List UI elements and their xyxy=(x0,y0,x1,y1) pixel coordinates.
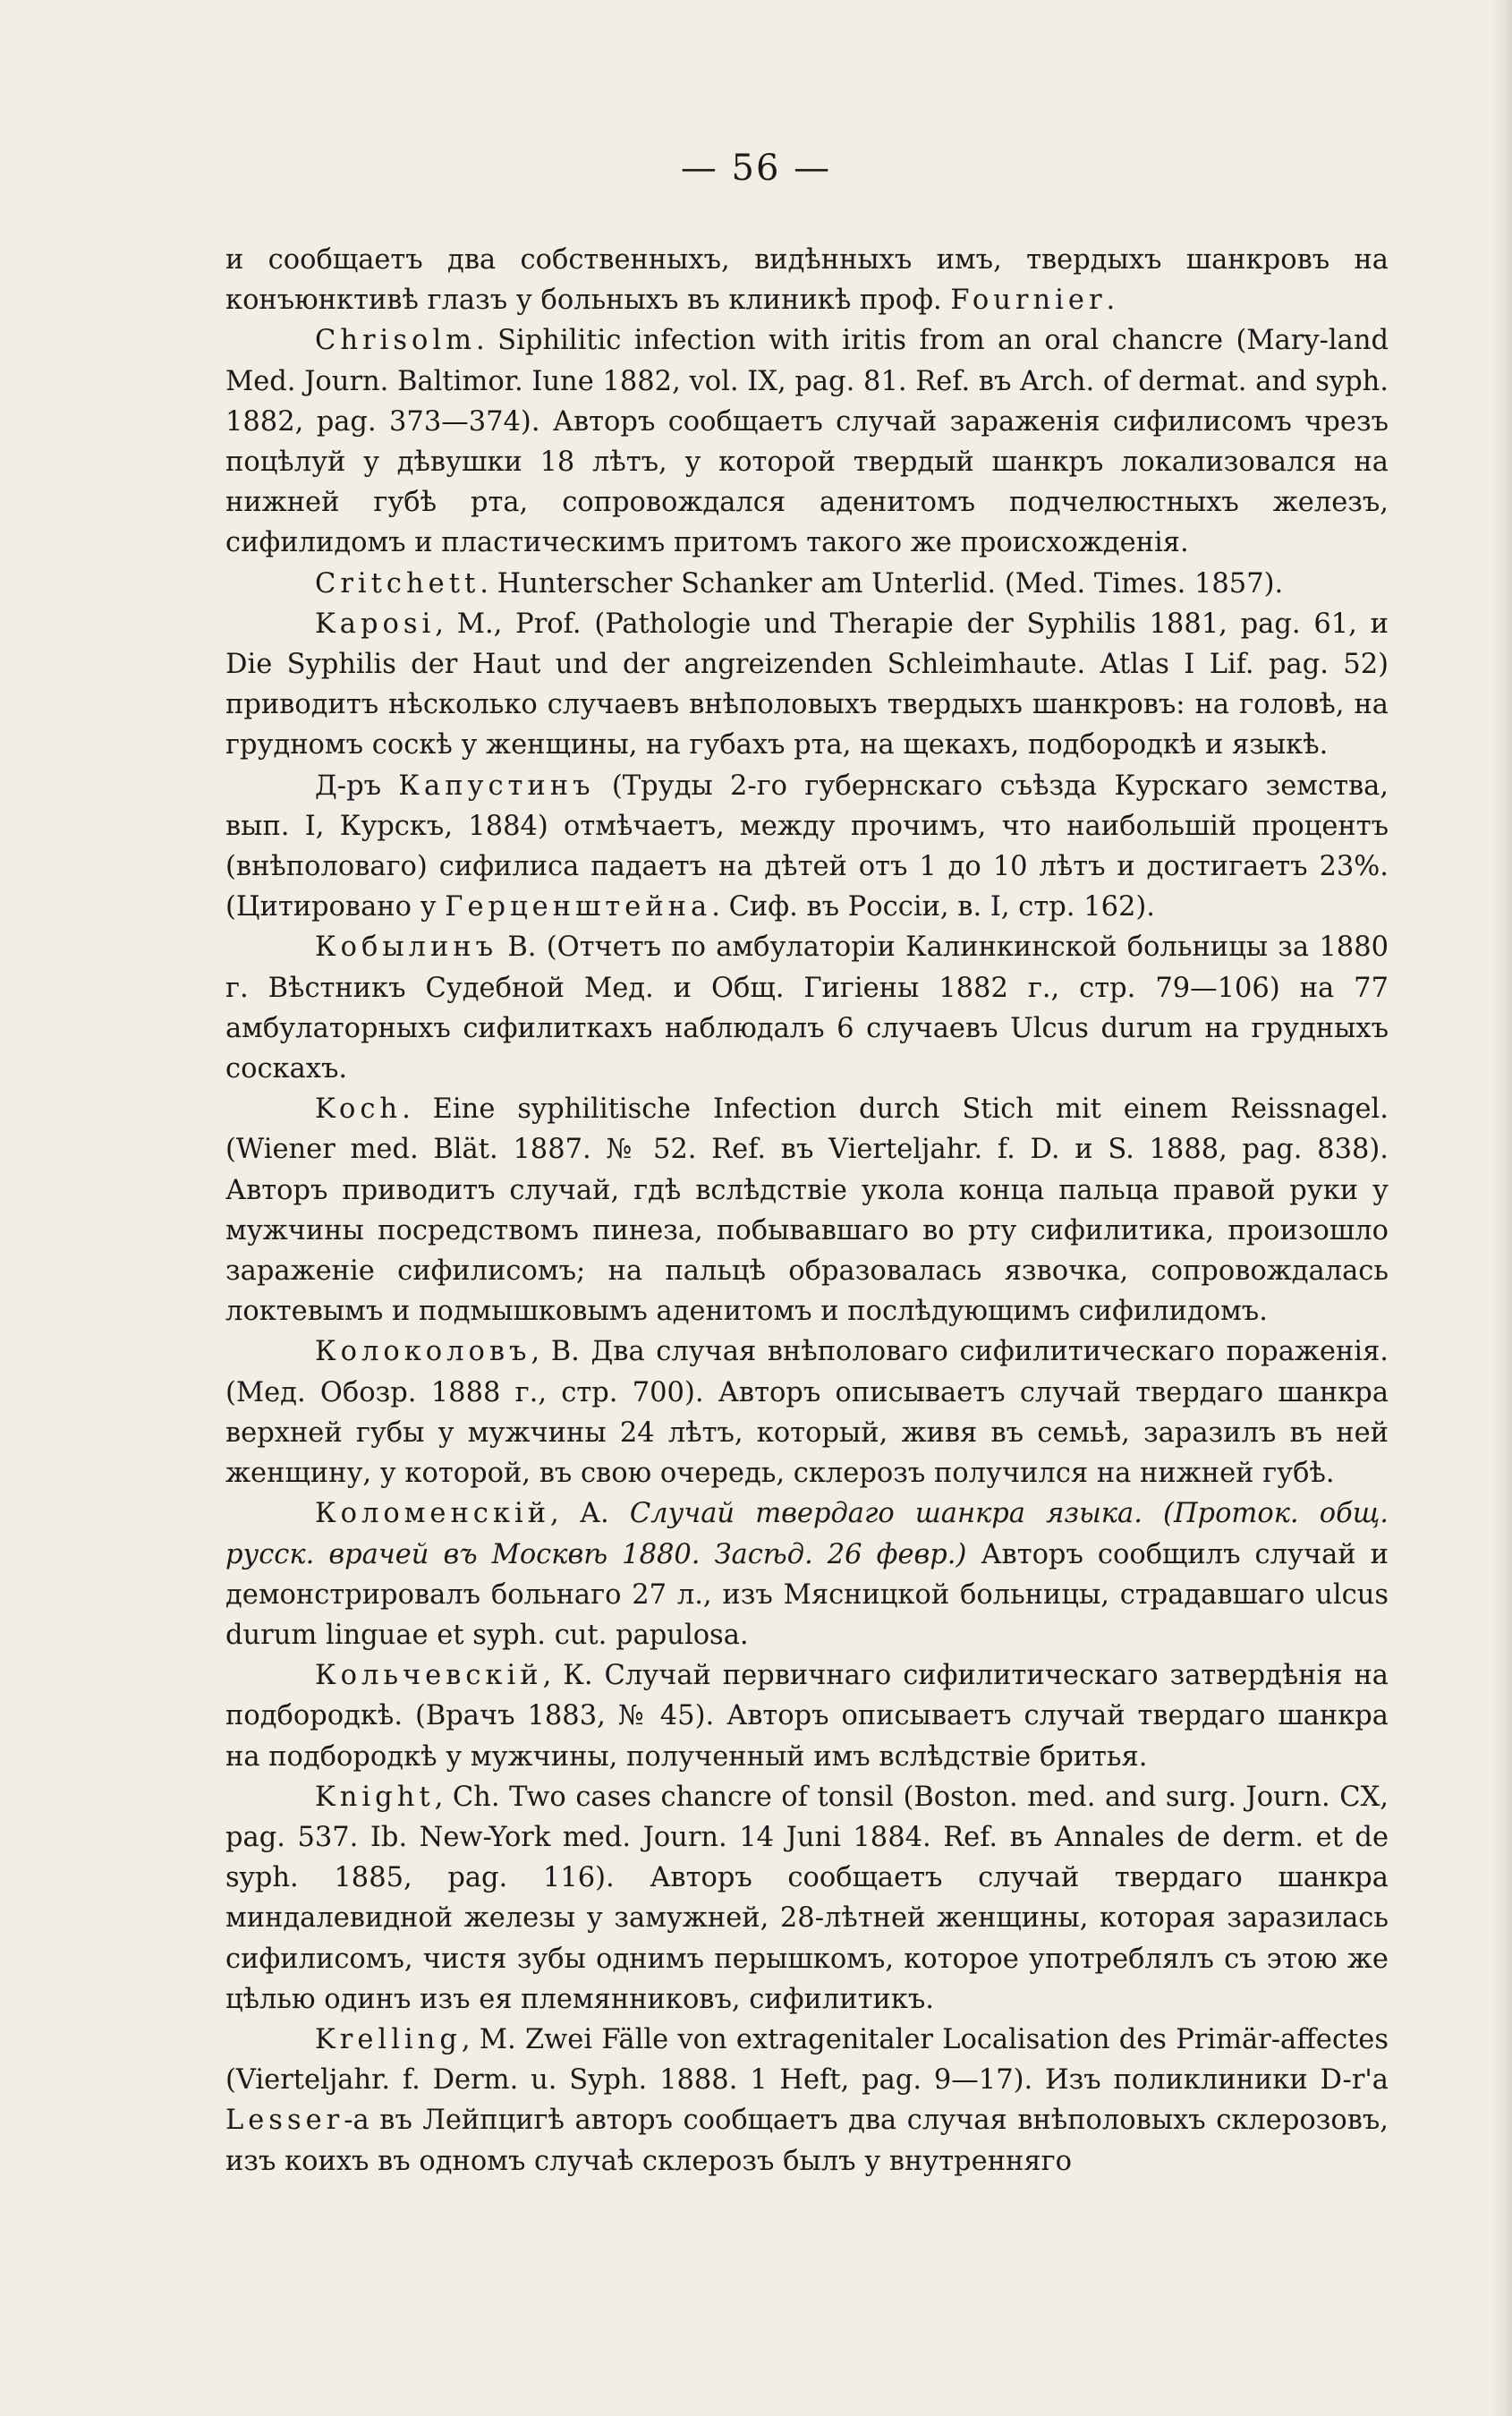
paragraph xyxy=(225,1493,1389,1655)
text-run: . Сиф. въ Россіи, в. I, стр. 162). xyxy=(711,891,1155,923)
text-run: , Ch. Two cases chancre of tonsil (Boston. med. and surg. Journ. CX, pag. 537. Ib. New-York med. Journ. 14 Juni 1884. Ref. въ Annales de derm. et de syph. 1885, pag. 116). Авторъ сообщаетъ случай твердаго шанкра миндалевидной железы у замужней, 28-лѣтней женщины, которая заразилась сифилисомъ, чистя зубы однимъ перышкомъ, которое употреблялъ съ этою же цѣлью одинъ изъ ея племянниковъ, сифилитикъ. xyxy=(225,1781,1389,2015)
spaced-name: Lesser xyxy=(225,2105,344,2137)
paragraph xyxy=(225,1331,1389,1493)
spaced-name: Fournier xyxy=(950,285,1107,317)
spaced-name: Коломенскій xyxy=(315,1498,551,1530)
spaced-name: Кольчевскій xyxy=(315,1660,543,1692)
spaced-name: Critchett xyxy=(315,567,480,600)
paragraph xyxy=(225,604,1389,766)
text-run: , В. Два случая внѣполоваго сифилитическаго пораженія. (Мед. Обозр. 1888 г., стр. 700). Авторъ описываетъ случай твердаго шанкра верхней губы у мужчины 24 лѣтъ, который, живя въ семьѣ, заразилъ въ ней женщину, у которой, въ свою очередь, склерозъ получился на нижней губѣ. xyxy=(225,1336,1389,1490)
page-number: — 56 — xyxy=(680,148,832,189)
text-run: , К. Случай первичнаго сифилитическаго затвердѣнія на подбородкѣ. (Врачъ 1883, № 45). Авторъ описываетъ случай твердаго шанкра на подбородкѣ у мужчины, полученный имъ вслѣдствіе бритья. xyxy=(225,1660,1389,1773)
paragraph xyxy=(225,240,1389,320)
text-run: Авторъ сообщилъ случай и демонстрировалъ больнаго 27 л., изъ Мясницкой больницы, страдавшаго ulcus durum linguae et syph. cut. papulosa. xyxy=(225,1538,1389,1651)
text-run: . xyxy=(1106,285,1116,317)
spaced-name: Kaposi xyxy=(315,608,436,640)
paragraph xyxy=(225,320,1389,563)
text-run: . Eine syphilitische Infection durch Stich mit einem Reissnagel. (Wiener med. Blät. 1887. № 52. Ref. въ Vierteljahr. f. D. и S. 1888, pag. 838). Авторъ приводитъ случай, гдѣ вслѣдствіе укола конца пальца правой руки у мужчины посредствомъ пинеза, побывавшаго во рту сифилитика, произошло зараженіе сифилисомъ; на пальцѣ образовалась язвочка, сопровождалась локтевымъ и подмышковымъ аденитомъ и послѣдующимъ сифилидомъ. xyxy=(225,1093,1389,1328)
paragraph xyxy=(225,1655,1389,1777)
text-run: Д-ръ xyxy=(315,770,399,802)
text-run: (Труды 2-го губернскаго съѣзда Курскаго земства, вып. I, Курскъ, 1884) отмѣчаетъ, между прочимъ, что наибольшій процентъ (внѣполоваго) сифилиса падаетъ на дѣтей отъ 1 до 10 лѣтъ и достигаетъ 23%. (Цитировано у xyxy=(225,770,1389,923)
text-run: и сообщаетъ два собственныхъ, видѣнныхъ имъ, твердыхъ шанкровъ на конъюнктивѣ глазъ у больныхъ въ клиникѣ проф. xyxy=(225,244,1389,317)
spaced-name: Chrisolm xyxy=(315,325,477,357)
text-run: , M., Prof. (Pathologie und Therapie der Syphilis 1881, pag. 61, и Die Syphilis der Haut und der angreizenden Schleimhaute. Atlas I Lif. pag. 52) приводитъ нѣсколько случаевъ внѣполовыхъ твердыхъ шанкровъ: на головѣ, на грудномъ соскѣ у женщины, на губахъ рта, на щекахъ, подбородкѣ и языкѣ. xyxy=(225,608,1389,761)
page-edge-shadow xyxy=(1492,0,1512,2416)
text-run: , M. Zwei Fälle von extragenitaler Localisation des Primär-affectes (Vierteljahr. f. Derm. u. Syph. 1888. 1 Heft, pag. 9—17). Изъ поликлиники D-r'a xyxy=(225,2023,1389,2097)
text-run: . Hunterscher Schanker am Unterlid. (Med. Times. 1857). xyxy=(480,567,1284,600)
spaced-name: Koch xyxy=(315,1093,403,1126)
text-run: , А. xyxy=(550,1498,630,1530)
spaced-name: Кобылинъ xyxy=(315,932,498,964)
paragraph xyxy=(225,2020,1389,2182)
paragraph xyxy=(225,766,1389,928)
text-run: . Siphilitic infection with iritis from an oral chancre (Mary-land Med. Journ. Baltimor. Iune 1882, vol. IX, pag. 81. Ref. въ Arch. of dermat. and syph. 1882, pag. 373—374). Авторъ сообщаетъ случай зараженія сифилисомъ чрезъ поцѣлуй у дѣвушки 18 лѣтъ, у которой твердый шанкръ локализовался на нижней губѣ рта, сопровождался аденитомъ подчелюстныхъ железъ, сифилидомъ и пластическимъ притомъ такого же происхожденія. xyxy=(225,325,1389,559)
paragraph xyxy=(225,564,1389,604)
italic-title: Случай твердаго шанкра языка. (Проток. общ. русск. врачей въ Москвѣ 1880. Засѣд. 26 февр.) xyxy=(225,1498,1389,1570)
paragraph xyxy=(225,927,1389,1089)
spaced-name: Krelling xyxy=(315,2023,462,2055)
spaced-name: Капустинъ xyxy=(398,770,595,802)
text-run: -a въ Лейпцигѣ авторъ сообщаетъ два случая внѣполовыхъ склерозовъ, изъ коихъ въ одномъ случаѣ склерозъ былъ у внутренняго xyxy=(225,2105,1389,2177)
paragraph xyxy=(225,1089,1389,1331)
spaced-name: Колоколовъ xyxy=(315,1336,531,1368)
paragraph xyxy=(225,1777,1389,2020)
text-run: В. (Отчетъ по амбулаторіи Калинкинской больницы за 1880 г. Вѣстникъ Судебной Мед. и Общ. Гигіены 1882 г., стр. 79—106) на 77 амбулаторныхъ сифилиткахъ наблюдалъ 6 случаевъ Ulcus durum на грудныхъ соскахъ. xyxy=(225,932,1389,1085)
spaced-name: Knight xyxy=(315,1781,435,1813)
body-text xyxy=(225,240,1389,2182)
spaced-name: Герценштейна xyxy=(445,891,712,923)
